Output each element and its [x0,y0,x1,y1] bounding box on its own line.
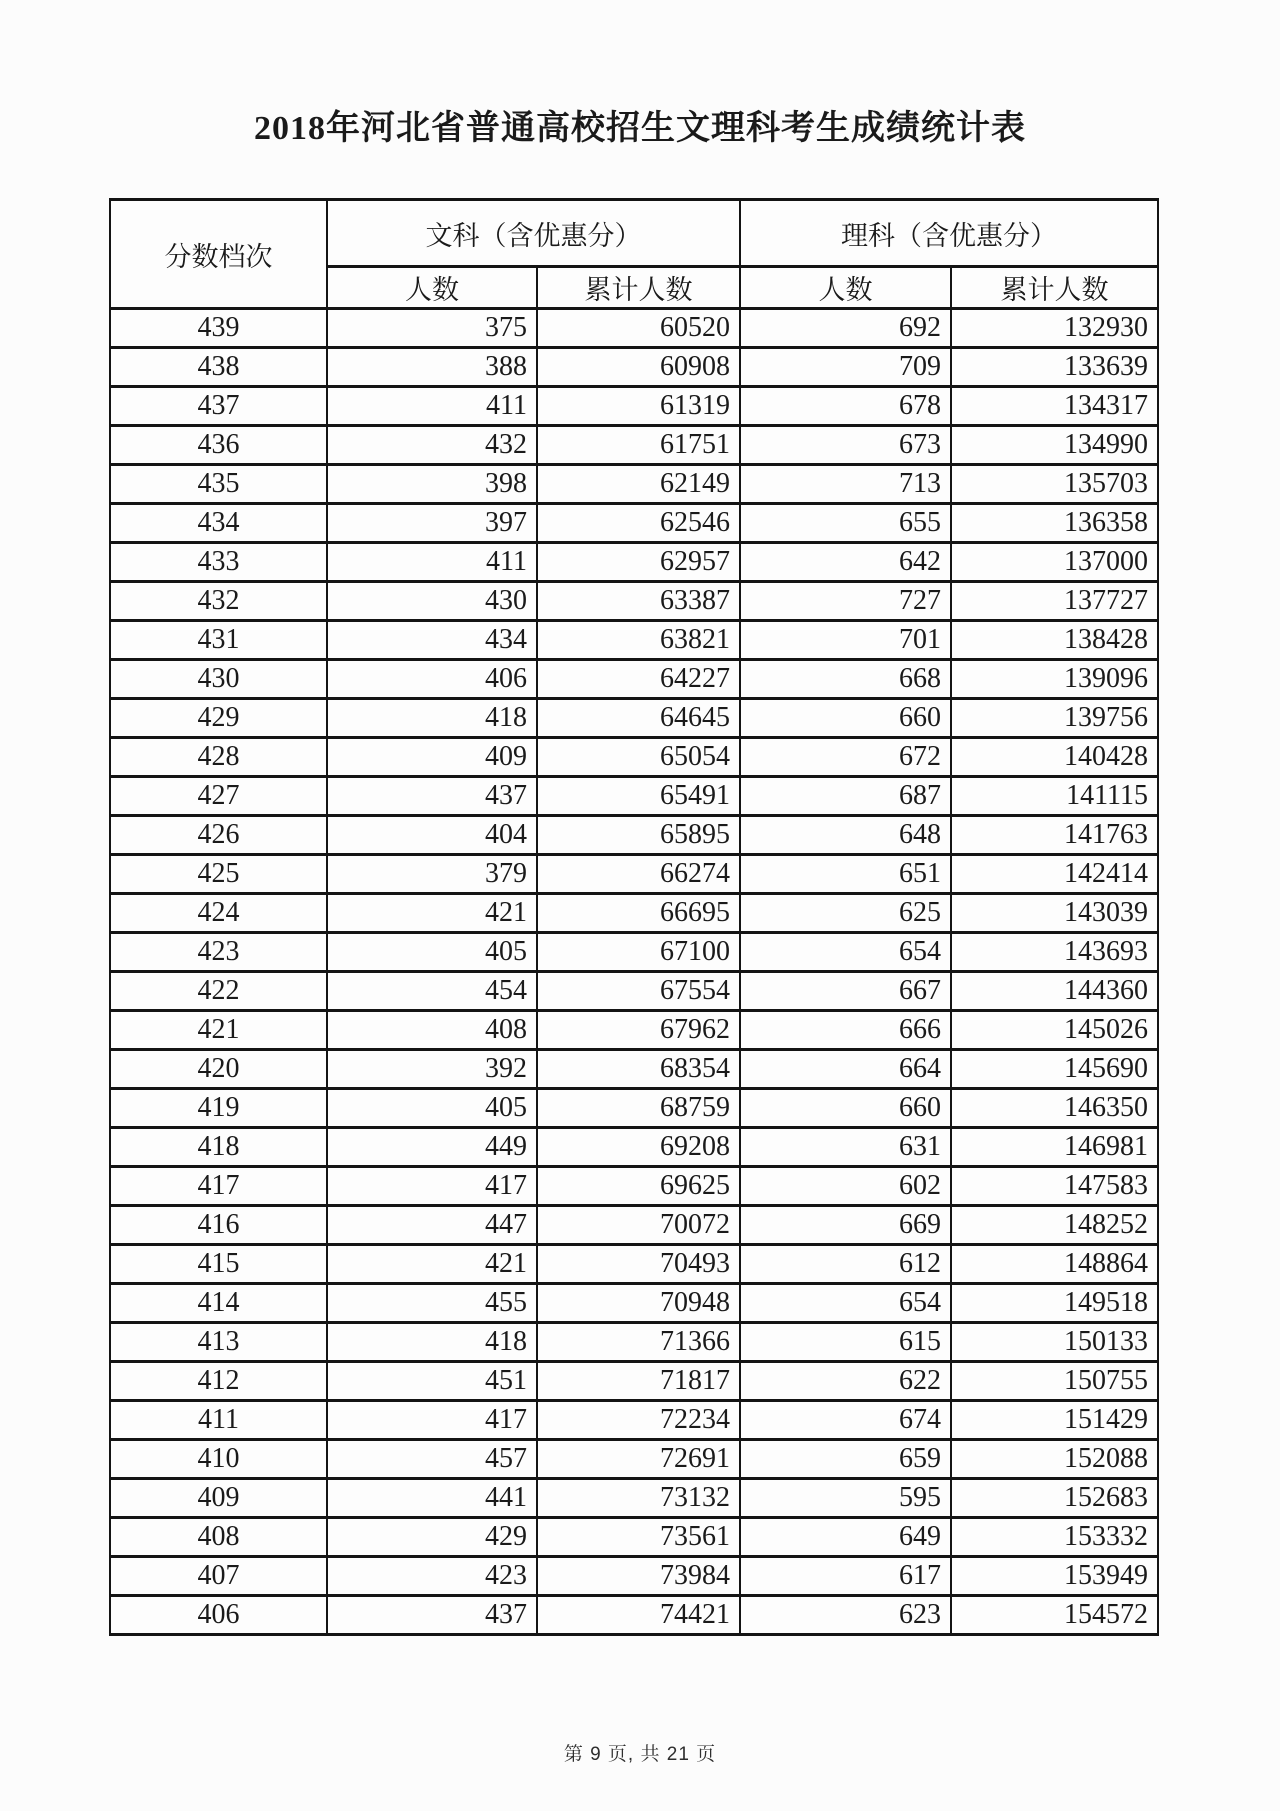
cell-arts-count: 375 [327,309,537,348]
cell-science-count: 664 [740,1050,951,1089]
cell-science-cumulative: 148864 [951,1245,1158,1284]
cell-science-cumulative: 145690 [951,1050,1158,1089]
table-row [110,1089,1158,1128]
cell-science-cumulative: 136358 [951,504,1158,543]
cell-arts-cumulative: 71366 [537,1323,740,1362]
cell-science-cumulative: 148252 [951,1206,1158,1245]
cell-score-level: 419 [110,1089,327,1128]
cell-arts-count: 437 [327,777,537,816]
table-row [110,1557,1158,1596]
cell-science-count: 648 [740,816,951,855]
table-row [110,1011,1158,1050]
table-row [110,1596,1158,1635]
cell-science-count: 701 [740,621,951,660]
cell-arts-count: 430 [327,582,537,621]
cell-science-cumulative: 153949 [951,1557,1158,1596]
cell-arts-count: 455 [327,1284,537,1323]
cell-arts-cumulative: 67554 [537,972,740,1011]
table-row [110,855,1158,894]
cell-science-cumulative: 153332 [951,1518,1158,1557]
cell-score-level: 417 [110,1167,327,1206]
table-row [110,1284,1158,1323]
cell-arts-cumulative: 68759 [537,1089,740,1128]
cell-arts-count: 392 [327,1050,537,1089]
cell-science-count: 651 [740,855,951,894]
cell-science-cumulative: 152088 [951,1440,1158,1479]
table-row [110,894,1158,933]
table-row [110,465,1158,504]
table-row [110,1479,1158,1518]
cell-arts-count: 411 [327,387,537,426]
cell-arts-cumulative: 63387 [537,582,740,621]
cell-arts-cumulative: 62149 [537,465,740,504]
cell-science-count: 687 [740,777,951,816]
table-row [110,933,1158,972]
cell-arts-cumulative: 62546 [537,504,740,543]
table-row [110,1128,1158,1167]
cell-arts-count: 409 [327,738,537,777]
cell-score-level: 416 [110,1206,327,1245]
cell-arts-cumulative: 71817 [537,1362,740,1401]
table-row [110,426,1158,465]
cell-arts-count: 398 [327,465,537,504]
table-row [110,816,1158,855]
table-row [110,1167,1158,1206]
cell-score-level: 407 [110,1557,327,1596]
table-row [110,1518,1158,1557]
score-table-body [110,309,1158,1635]
cell-arts-count: 434 [327,621,537,660]
cell-arts-cumulative: 65491 [537,777,740,816]
table-row [110,699,1158,738]
table-row [110,309,1158,348]
cell-arts-cumulative: 67100 [537,933,740,972]
cell-science-count: 669 [740,1206,951,1245]
cell-science-cumulative: 150755 [951,1362,1158,1401]
cell-science-cumulative: 146981 [951,1128,1158,1167]
cell-science-cumulative: 141115 [951,777,1158,816]
header-arts-cumulative: 累计人数 [537,267,740,309]
cell-science-cumulative: 142414 [951,855,1158,894]
header-score-level: 分数档次 [110,200,327,309]
cell-science-count: 667 [740,972,951,1011]
cell-arts-count: 421 [327,1245,537,1284]
cell-arts-cumulative: 65895 [537,816,740,855]
cell-science-count: 660 [740,699,951,738]
cell-arts-count: 441 [327,1479,537,1518]
cell-science-count: 659 [740,1440,951,1479]
cell-score-level: 410 [110,1440,327,1479]
cell-arts-cumulative: 70072 [537,1206,740,1245]
cell-arts-count: 454 [327,972,537,1011]
header-arts-group: 文科（含优惠分） [327,200,740,267]
cell-arts-cumulative: 66274 [537,855,740,894]
table-row [110,1323,1158,1362]
cell-score-level: 412 [110,1362,327,1401]
table-row [110,1362,1158,1401]
cell-score-level: 439 [110,309,327,348]
cell-science-count: 642 [740,543,951,582]
cell-science-cumulative: 151429 [951,1401,1158,1440]
cell-science-cumulative: 143693 [951,933,1158,972]
cell-score-level: 429 [110,699,327,738]
cell-science-cumulative: 135703 [951,465,1158,504]
cell-arts-cumulative: 73984 [537,1557,740,1596]
table-row [110,1206,1158,1245]
cell-science-cumulative: 141763 [951,816,1158,855]
cell-science-cumulative: 145026 [951,1011,1158,1050]
cell-science-count: 612 [740,1245,951,1284]
cell-arts-cumulative: 64227 [537,660,740,699]
header-science-cumulative: 累计人数 [951,267,1158,309]
score-statistics-table [109,198,1159,1636]
page-title: 2018年河北省普通高校招生文理科考生成绩统计表 [254,110,1026,147]
cell-arts-count: 406 [327,660,537,699]
cell-score-level: 436 [110,426,327,465]
table-row [110,1440,1158,1479]
table-row [110,660,1158,699]
cell-score-level: 426 [110,816,327,855]
cell-arts-cumulative: 67962 [537,1011,740,1050]
cell-score-level: 420 [110,1050,327,1089]
cell-score-level: 438 [110,348,327,387]
cell-arts-count: 408 [327,1011,537,1050]
cell-science-count: 660 [740,1089,951,1128]
table-row [110,777,1158,816]
cell-arts-count: 404 [327,816,537,855]
table-row [110,387,1158,426]
cell-science-cumulative: 140428 [951,738,1158,777]
cell-score-level: 424 [110,894,327,933]
cell-arts-count: 379 [327,855,537,894]
cell-science-count: 674 [740,1401,951,1440]
cell-science-cumulative: 133639 [951,348,1158,387]
cell-arts-count: 447 [327,1206,537,1245]
cell-score-level: 423 [110,933,327,972]
cell-science-count: 623 [740,1596,951,1635]
cell-science-count: 668 [740,660,951,699]
cell-science-count: 678 [740,387,951,426]
cell-arts-cumulative: 74421 [537,1596,740,1635]
cell-arts-cumulative: 61751 [537,426,740,465]
cell-score-level: 421 [110,1011,327,1050]
cell-arts-count: 397 [327,504,537,543]
cell-science-cumulative: 139756 [951,699,1158,738]
header-science-group: 理科（含优惠分） [740,200,1158,267]
cell-arts-cumulative: 73132 [537,1479,740,1518]
cell-arts-count: 457 [327,1440,537,1479]
cell-science-cumulative: 134317 [951,387,1158,426]
cell-arts-cumulative: 65054 [537,738,740,777]
cell-arts-cumulative: 72691 [537,1440,740,1479]
cell-arts-count: 437 [327,1596,537,1635]
cell-science-cumulative: 143039 [951,894,1158,933]
cell-arts-cumulative: 62957 [537,543,740,582]
cell-arts-count: 429 [327,1518,537,1557]
cell-score-level: 432 [110,582,327,621]
table-row [110,348,1158,387]
cell-score-level: 434 [110,504,327,543]
cell-science-count: 602 [740,1167,951,1206]
cell-score-level: 408 [110,1518,327,1557]
table-row [110,504,1158,543]
cell-science-count: 625 [740,894,951,933]
cell-science-cumulative: 132930 [951,309,1158,348]
cell-arts-cumulative: 72234 [537,1401,740,1440]
cell-score-level: 406 [110,1596,327,1635]
cell-science-cumulative: 152683 [951,1479,1158,1518]
cell-arts-count: 423 [327,1557,537,1596]
cell-science-count: 673 [740,426,951,465]
cell-arts-cumulative: 60520 [537,309,740,348]
cell-arts-cumulative: 60908 [537,348,740,387]
cell-science-cumulative: 137727 [951,582,1158,621]
cell-science-count: 692 [740,309,951,348]
cell-science-count: 655 [740,504,951,543]
header-arts-count: 人数 [327,267,537,309]
cell-science-count: 666 [740,1011,951,1050]
cell-science-cumulative: 138428 [951,621,1158,660]
cell-score-level: 418 [110,1128,327,1167]
cell-score-level: 422 [110,972,327,1011]
page-number: 第 9 页, 共 21 页 [563,1744,717,1765]
table-row [110,1050,1158,1089]
table-row [110,543,1158,582]
cell-arts-cumulative: 73561 [537,1518,740,1557]
cell-science-count: 631 [740,1128,951,1167]
cell-score-level: 425 [110,855,327,894]
cell-score-level: 413 [110,1323,327,1362]
cell-arts-count: 449 [327,1128,537,1167]
cell-science-cumulative: 144360 [951,972,1158,1011]
header-science-count: 人数 [740,267,951,309]
cell-score-level: 435 [110,465,327,504]
cell-science-cumulative: 154572 [951,1596,1158,1635]
cell-science-count: 727 [740,582,951,621]
cell-arts-cumulative: 69208 [537,1128,740,1167]
cell-science-cumulative: 146350 [951,1089,1158,1128]
cell-score-level: 411 [110,1401,327,1440]
cell-science-count: 709 [740,348,951,387]
table-row [110,1245,1158,1284]
cell-arts-cumulative: 70948 [537,1284,740,1323]
table-row [110,621,1158,660]
table-row [110,1401,1158,1440]
cell-science-count: 595 [740,1479,951,1518]
cell-score-level: 428 [110,738,327,777]
cell-arts-count: 405 [327,933,537,972]
cell-score-level: 433 [110,543,327,582]
cell-science-cumulative: 139096 [951,660,1158,699]
cell-science-cumulative: 134990 [951,426,1158,465]
cell-arts-cumulative: 61319 [537,387,740,426]
table-row [110,738,1158,777]
cell-arts-cumulative: 63821 [537,621,740,660]
cell-arts-count: 417 [327,1401,537,1440]
cell-score-level: 430 [110,660,327,699]
cell-science-count: 622 [740,1362,951,1401]
cell-science-cumulative: 147583 [951,1167,1158,1206]
cell-score-level: 427 [110,777,327,816]
cell-score-level: 431 [110,621,327,660]
cell-science-count: 713 [740,465,951,504]
cell-arts-count: 405 [327,1089,537,1128]
cell-science-cumulative: 149518 [951,1284,1158,1323]
cell-science-count: 654 [740,1284,951,1323]
cell-arts-count: 418 [327,699,537,738]
cell-arts-count: 421 [327,894,537,933]
cell-arts-count: 451 [327,1362,537,1401]
cell-science-count: 672 [740,738,951,777]
cell-arts-cumulative: 66695 [537,894,740,933]
cell-arts-count: 388 [327,348,537,387]
cell-arts-count: 417 [327,1167,537,1206]
header-group-row [110,200,1158,267]
cell-science-cumulative: 150133 [951,1323,1158,1362]
cell-arts-cumulative: 64645 [537,699,740,738]
cell-science-count: 617 [740,1557,951,1596]
cell-arts-count: 411 [327,543,537,582]
table-row [110,582,1158,621]
cell-science-count: 654 [740,933,951,972]
cell-score-level: 437 [110,387,327,426]
cell-science-count: 615 [740,1323,951,1362]
table-header [110,200,1158,309]
cell-arts-cumulative: 69625 [537,1167,740,1206]
cell-score-level: 409 [110,1479,327,1518]
cell-arts-count: 432 [327,426,537,465]
cell-arts-cumulative: 68354 [537,1050,740,1089]
cell-science-count: 649 [740,1518,951,1557]
table-row [110,972,1158,1011]
cell-arts-count: 418 [327,1323,537,1362]
cell-arts-cumulative: 70493 [537,1245,740,1284]
cell-science-cumulative: 137000 [951,543,1158,582]
cell-score-level: 414 [110,1284,327,1323]
cell-score-level: 415 [110,1245,327,1284]
